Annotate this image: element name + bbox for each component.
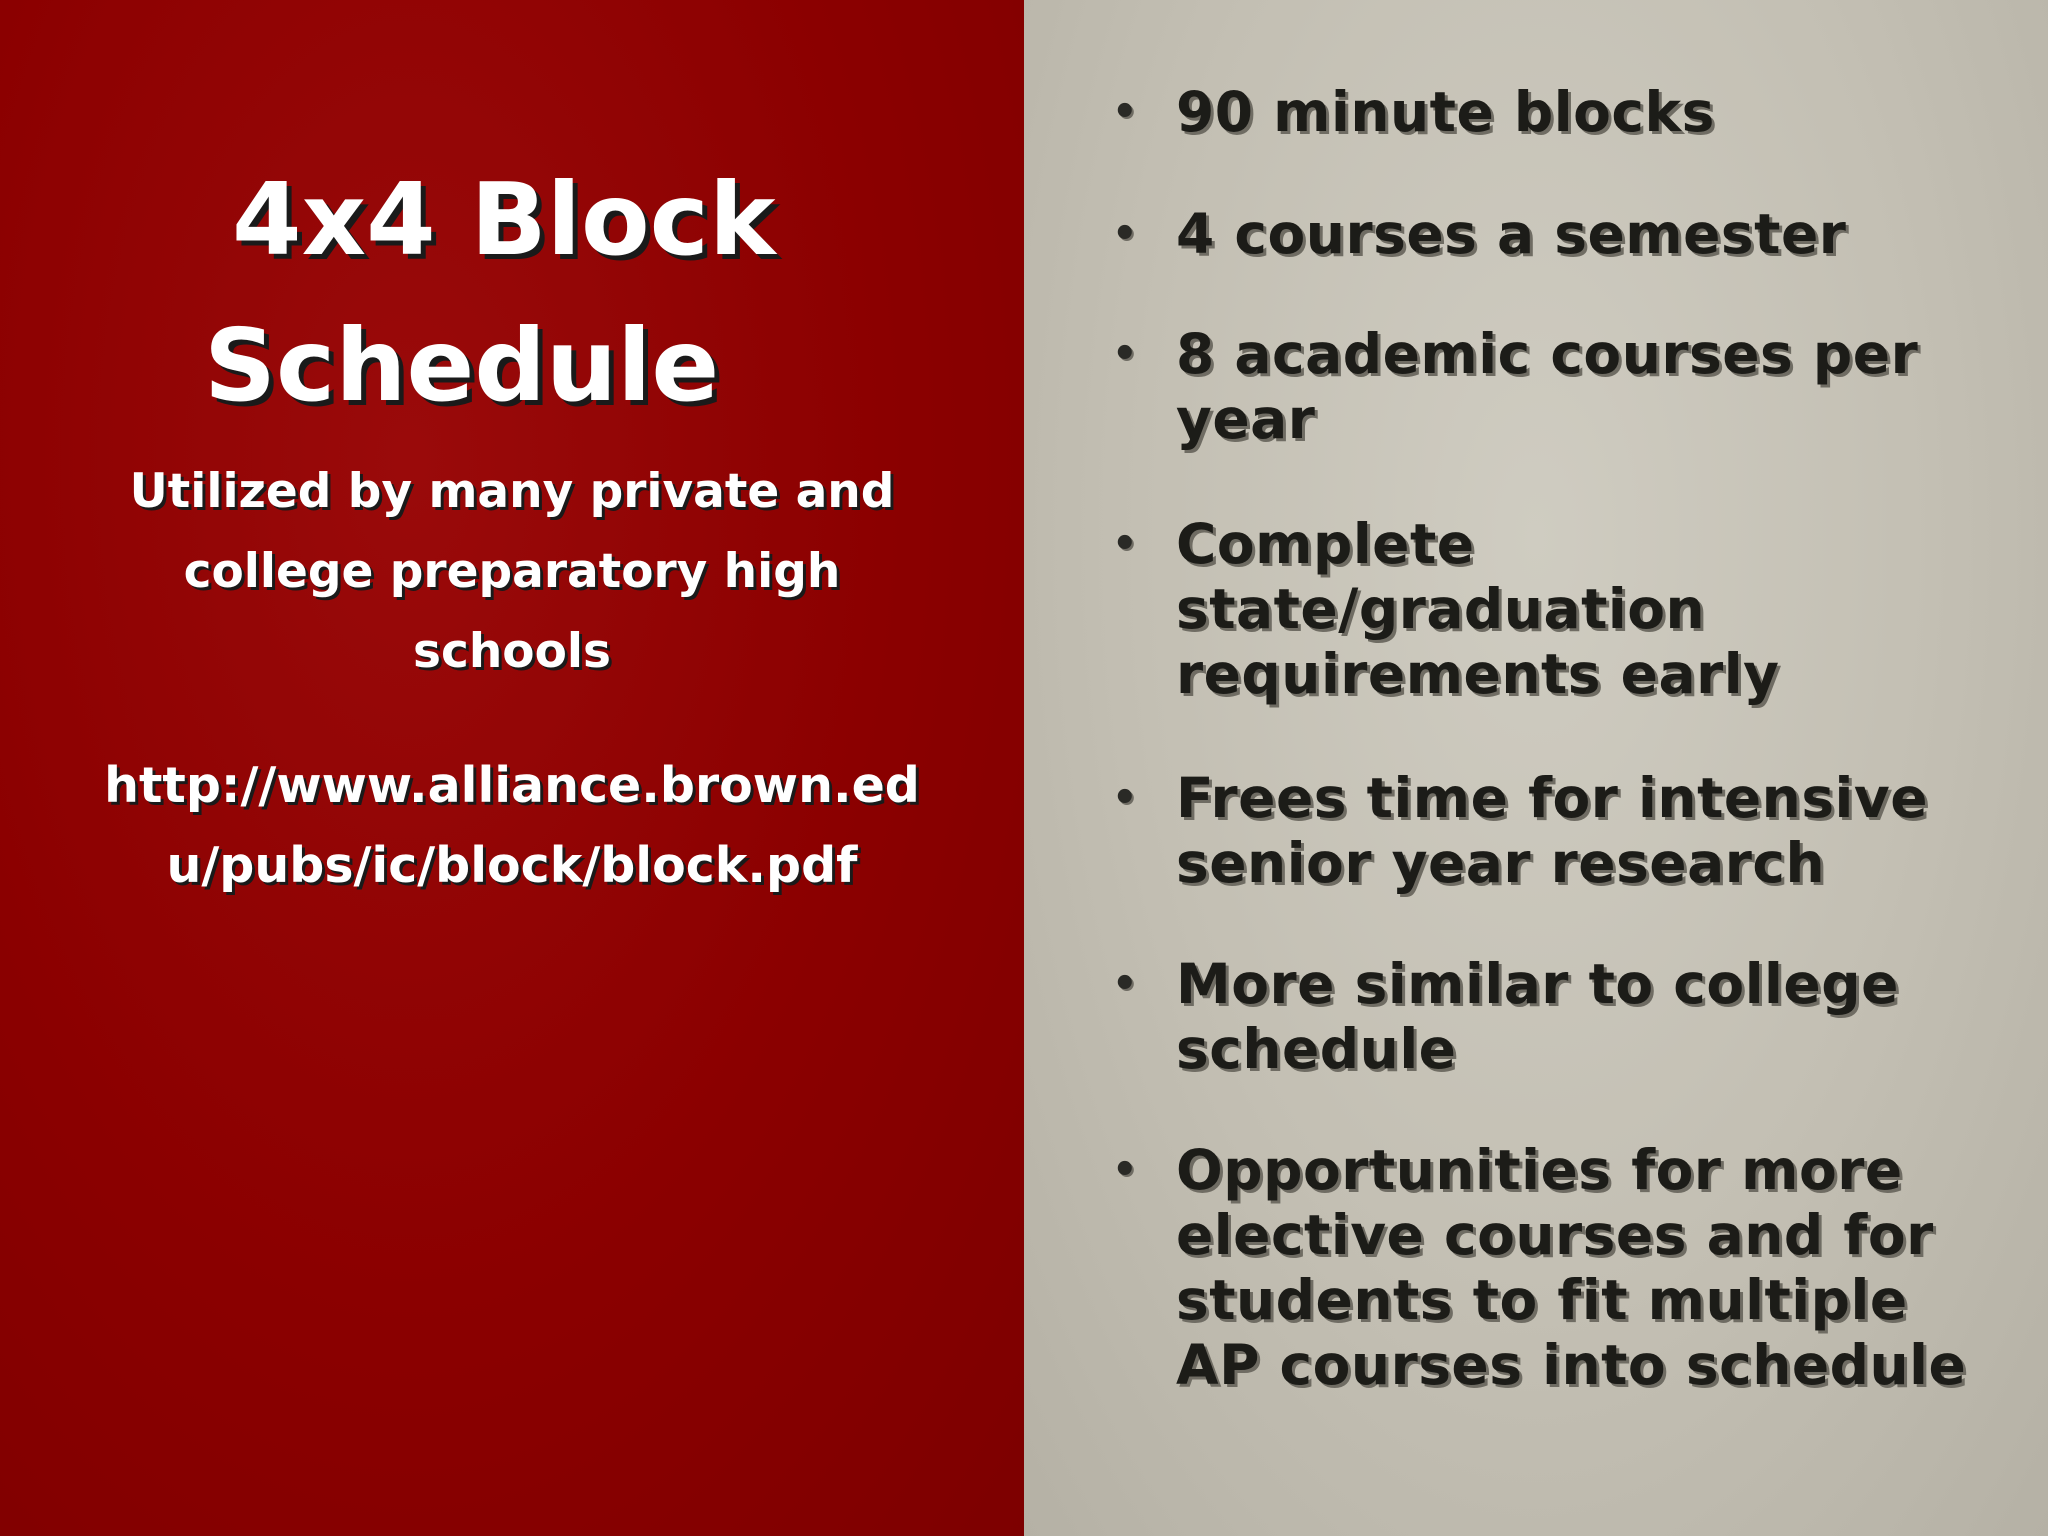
bullet-text: More similar to college schedule [1176, 952, 1899, 1081]
bullet-dot-icon: • [1112, 961, 1139, 1007]
bullet-item [1104, 952, 1984, 1082]
bullet-item [1104, 512, 1984, 707]
bullet-text: Frees time for intensive senior year research [1176, 766, 1929, 895]
bullet-item [1104, 766, 1984, 896]
bullet-text: 90 minute blocks [1176, 80, 1715, 144]
bullet-dot-icon: • [1112, 89, 1139, 135]
bullet-text: Opportunities for more elective courses and for students to fit multiple AP courses into schedule [1176, 1138, 1967, 1397]
source-url: http://www.alliance.brown.edu/pubs/ic/block/block.pdf [104, 757, 920, 894]
bullet-text: 4 courses a semester [1176, 202, 1847, 266]
bullet-item [1104, 1138, 1984, 1398]
bullet-item [1104, 202, 1846, 267]
bullet-dot-icon: • [1112, 775, 1139, 821]
bullet-dot-icon: • [1112, 521, 1139, 567]
bullet-item [1104, 322, 1984, 452]
bullet-dot-icon: • [1112, 211, 1139, 257]
bullet-text: 8 academic courses per year [1176, 322, 1919, 451]
title-line-2: Schedule [204, 307, 720, 424]
bullet-text: Complete state/graduation requirements early [1176, 512, 1780, 706]
bullet-dot-icon: • [1112, 331, 1139, 377]
subtitle: Utilized by many private and college preparatory high schools [129, 464, 895, 679]
bullet-dot-icon: • [1112, 1147, 1139, 1193]
title-line-1: 4x4 Block [232, 161, 776, 278]
bullet-item [1104, 80, 1715, 145]
